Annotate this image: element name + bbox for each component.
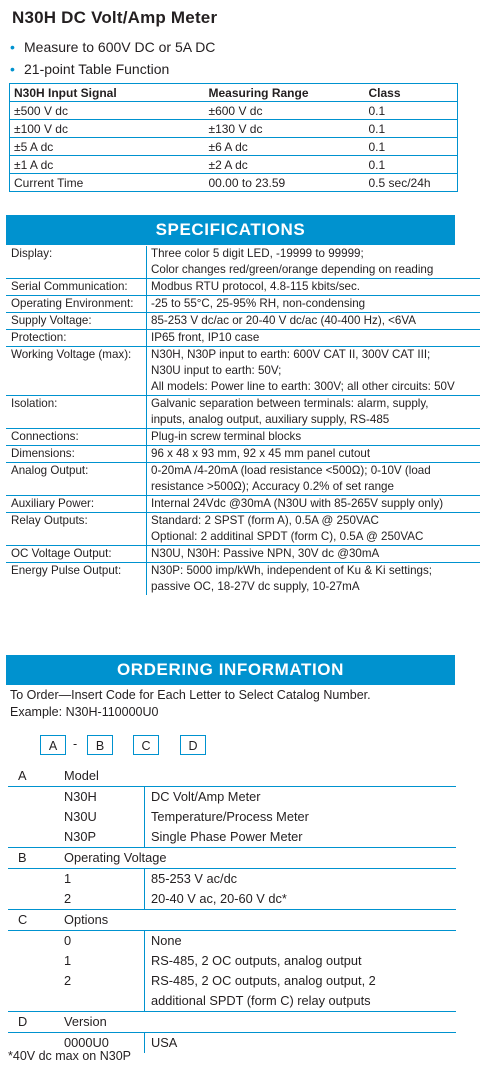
ordering-group-items: [8, 787, 456, 848]
code-letter-box: A: [40, 735, 66, 755]
option-code: N30P: [64, 829, 97, 844]
spec-row: [6, 347, 480, 396]
table-row: ±5 A dc ±6 A dc 0.1: [10, 138, 458, 156]
spec-value: [146, 463, 480, 495]
column-header: N30H Input Signal: [10, 84, 205, 102]
spec-label: Dimensions:: [11, 447, 75, 460]
group-letter: A: [18, 768, 27, 783]
spec-row: [6, 429, 480, 446]
bullet-icon: •: [10, 39, 15, 55]
ordering-option-row: [8, 951, 456, 971]
specifications-table: [6, 246, 480, 595]
spec-value-line: Galvanic separation between terminals: alarm, supply,: [151, 397, 429, 410]
option-description: additional SPDT (form C) relay outputs: [144, 991, 456, 1011]
table-row: ±100 V dc ±130 V dc 0.1: [10, 120, 458, 138]
ordering-group-header: [8, 766, 456, 787]
table-row: Current Time 00.00 to 23.59 0.5 sec/24h: [14, 175, 431, 190]
specifications-heading: SPECIFICATIONS: [6, 215, 455, 245]
spec-row: [6, 463, 480, 496]
bullet-item: • 21-point Table Function: [10, 58, 215, 80]
option-description: Single Phase Power Meter: [144, 827, 456, 847]
spec-value: [146, 313, 480, 329]
code-dash: -: [73, 737, 78, 751]
group-letter: B: [18, 850, 27, 865]
input-signal-table: [9, 83, 458, 192]
spec-value-line: -25 to 55°C, 25-95% RH, non-condensing: [151, 297, 366, 310]
spec-row: [6, 496, 480, 513]
option-code: 1: [64, 871, 72, 886]
spec-value-line: N30P: 5000 imp/kWh, independent of Ku & Ki settings;: [151, 564, 432, 577]
spec-row: [6, 563, 480, 595]
group-name: Operating Voltage: [64, 850, 167, 865]
spec-row: [6, 330, 480, 347]
spec-value-line: N30U, N30H: Passive NPN, 30V dc @30mA: [151, 547, 380, 560]
ordering-option-row: [8, 869, 456, 889]
spec-value-line: All models: Power line to earth: 300V; all other circuits: 50V: [151, 380, 455, 393]
table-row: ±1 A dc ±2 A dc 0.1: [10, 156, 458, 174]
spec-value: [146, 429, 480, 445]
option-code: 2: [64, 891, 72, 906]
code-letter-box: C: [133, 735, 159, 755]
spec-value-line: Modbus RTU protocol, 4.8-115 kbits/sec.: [151, 280, 360, 293]
spec-label: Relay Outputs:: [11, 514, 88, 527]
spec-label: Connections:: [11, 430, 79, 443]
spec-label: Working Voltage (max):: [11, 348, 132, 361]
footnote: *40V dc max on N30P: [8, 1049, 131, 1063]
ordering-group-header: [8, 848, 456, 869]
spec-value-line: passive OC, 18-27V dc supply, 10-27mA: [151, 580, 360, 593]
option-code: N30U: [64, 809, 97, 824]
option-description: RS-485, 2 OC outputs, analog output, 2: [144, 971, 456, 991]
spec-label: Operating Environment:: [11, 297, 134, 310]
spec-value: [146, 513, 480, 545]
spec-value: [146, 396, 480, 428]
ordering-option-row: [8, 787, 456, 807]
spec-value-line: Optional: 2 additinal SPDT (form C), 0.5A @ 250VAC: [151, 530, 424, 543]
code-letter-box: B: [87, 735, 113, 755]
ordering-heading: ORDERING INFORMATION: [6, 655, 455, 685]
spec-value-line: 96 x 48 x 93 mm, 92 x 45 mm panel cutout: [151, 447, 371, 460]
spec-label: Energy Pulse Output:: [11, 564, 122, 577]
spec-value-line: Color changes red/green/orange depending on reading: [151, 263, 434, 276]
spec-value-line: IP65 front, IP10 case: [151, 331, 260, 344]
code-letter-box: D: [180, 735, 206, 755]
spec-label: Isolation:: [11, 397, 58, 410]
spec-label: Serial Communication:: [11, 280, 128, 293]
ordering-table: [8, 766, 456, 1053]
group-letter: C: [18, 912, 28, 927]
ordering-option-row: [8, 971, 456, 991]
spec-value-line: N30U input to earth: 50V;: [151, 364, 282, 377]
spec-value: [146, 347, 480, 395]
spec-value-line: 85-253 V dc/ac or 20-40 V dc/ac (40-400 Hz), <6VA: [151, 314, 416, 327]
spec-value-line: Standard: 2 SPST (form A), 0.5A @ 250VAC: [151, 514, 379, 527]
spec-value: [146, 563, 480, 595]
spec-label: Protection:: [11, 331, 67, 344]
spec-label: Analog Output:: [11, 464, 89, 477]
ordering-intro: [10, 687, 371, 721]
option-code: N30H: [64, 789, 97, 804]
group-name: Options: [64, 912, 109, 927]
spec-value-line: N30H, N30P input to earth: 600V CAT II, 300V CAT III;: [151, 348, 431, 361]
spec-row: [6, 396, 480, 429]
bullet-item: • Measure to 600V DC or 5A DC: [10, 36, 215, 58]
column-header: Class: [365, 84, 458, 102]
ordering-group-items: [8, 869, 456, 910]
spec-label: Auxiliary Power:: [11, 497, 95, 510]
group-name: Version: [64, 1014, 107, 1029]
spec-value-line: Plug-in screw terminal blocks: [151, 430, 302, 443]
option-code: [60, 991, 144, 1011]
spec-value: [146, 279, 480, 295]
spec-row: [6, 513, 480, 546]
option-code: 1: [64, 953, 72, 968]
spec-value: [146, 546, 480, 562]
column-header: Measuring Range: [205, 84, 365, 102]
spec-label: OC Voltage Output:: [11, 547, 112, 560]
group-name: Model: [64, 768, 99, 783]
spec-row: [6, 446, 480, 463]
spec-value: [146, 496, 480, 512]
page-title: N30H DC Volt/Amp Meter: [12, 8, 218, 27]
spec-value-line: inputs, analog output, auxiliary supply, RS-485: [151, 413, 390, 426]
spec-value-line: Three color 5 digit LED, -19999 to 99999;: [151, 247, 364, 260]
spec-value: [146, 330, 480, 346]
bullet-icon: •: [10, 61, 15, 77]
option-description: 85-253 V ac/dc: [144, 869, 456, 889]
spec-value-line: Internal 24Vdc @30mA (N30U with 85-265V supply only): [151, 497, 444, 510]
ordering-option-row: [8, 807, 456, 827]
ordering-option-row: [8, 889, 456, 909]
option-description: USA: [144, 1033, 456, 1053]
feature-bullets: [10, 36, 215, 80]
option-description: 20-40 V ac, 20-60 V dc*: [144, 889, 456, 909]
spec-row: [6, 546, 480, 563]
spec-value: [146, 296, 480, 312]
option-description: DC Volt/Amp Meter: [144, 787, 456, 807]
ordering-group-header: [8, 910, 456, 931]
option-code: 0: [64, 933, 72, 948]
spec-value-line: resistance >500Ω); Accuracy 0.2% of set range: [151, 480, 394, 493]
spec-row: [6, 296, 480, 313]
spec-value: [146, 446, 480, 462]
ordering-option-row: [8, 931, 456, 951]
spec-value-line: 0-20mA /4-20mA (load resistance <500Ω); 0-10V (load: [151, 464, 431, 477]
option-description: RS-485, 2 OC outputs, analog output: [144, 951, 456, 971]
option-code: 0000U0: [64, 1035, 109, 1050]
ordering-group-items: [8, 931, 456, 1012]
table-row: ±500 V dc ±600 V dc 0.1: [10, 102, 458, 120]
spec-label: Display:: [11, 247, 53, 260]
spec-row: [6, 313, 480, 330]
spec-value: [146, 246, 480, 278]
ordering-instruction: To Order—Insert Code for Each Letter to Select Catalog Number.: [10, 688, 371, 702]
spec-row: [6, 246, 480, 279]
group-letter: D: [18, 1014, 28, 1029]
ordering-option-row: [8, 991, 456, 1011]
spec-row: [6, 279, 480, 296]
option-description: Temperature/Process Meter: [144, 807, 456, 827]
ordering-group-header: [8, 1012, 456, 1033]
ordering-example: Example: N30H-110000U0: [10, 705, 159, 719]
option-code: 2: [64, 973, 72, 988]
option-description: None: [144, 931, 456, 951]
spec-label: Supply Voltage:: [11, 314, 92, 327]
ordering-option-row: [8, 827, 456, 847]
